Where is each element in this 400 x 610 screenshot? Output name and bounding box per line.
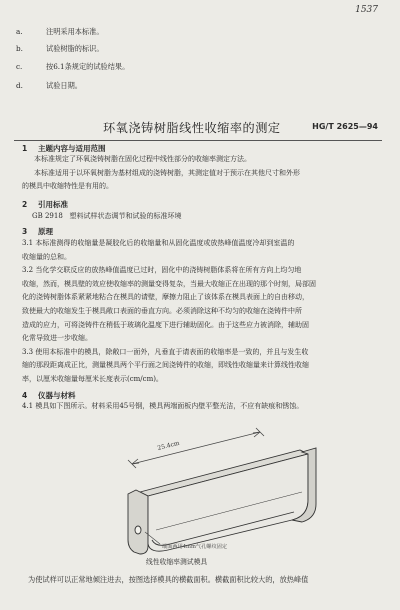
list-item: d. 试验日期。 [16,81,82,90]
title-rule [14,140,382,141]
figure-caption: 线性收缩率测试模具 [146,558,208,566]
mold-body [128,448,316,554]
section-heading: 1 主题内容与适用范围 [22,144,106,153]
list-item: a. 注明采用本标准。 [16,27,104,36]
section-heading: 2 引用标准 [22,200,68,209]
document-title: 环氧浇铸树脂线性收缩率的测定 [103,121,281,135]
mold-figure [40,420,370,570]
list-item: c. 按6.1条规定的试验结果。 [16,62,130,71]
figure-inner-label: 端面两用4mm气孔螺纹固定 [162,544,228,550]
standard-code: HG/T 2625—94 [312,122,378,131]
section-body: 4.1 模具如下图所示。材料采用45号钢，模具两端面板内壁平整光洁，不应有缺痕和锈蚀。 [22,402,304,410]
section-heading: 4 仪器与材料 [22,391,76,400]
list-item: b. 试验树脂的标识。 [16,44,104,53]
dimension-label: 25.4cm [156,439,181,452]
dimension-line [128,428,264,468]
paragraph-line: 为使试样可以正常地倾注进去，按图选择模具的横截面积。横截面积比较大的，放热峰值 [28,575,309,584]
section-body: 本标准规定了环氧浇铸树脂在固化过程中线性部分的收缩率测定方法。 本标准适用于以环氧树脂为基材组成的浇铸树脂，其测定值对于预示在其他尺寸和外形 的模具中收缩特性是有用的。 [22,155,300,191]
reference-line: GB 2918 塑料试样状态调节和试验的标准环境 [32,212,182,220]
section-heading: 3 原理 [22,227,53,236]
section-body: 3.1 本标准测得的收缩量是凝胶化后的收缩量和从固化温度或放热峰值温度冷却到室温的 收缩量的总和。 3.2 当化学交联反应的放热峰值温度已过时，固化中的浇铸树脂体系将在所有方向上均匀地 收缩，然而，模具壁的效应使收缩率的测量变得复杂，当最大收缩正在出现的那个时刻，局部固 化的浇铸树脂体系紧紧地粘合在模具的请壁，摩擦力阻止了该体系在模具表面上的自由移动， 致使最大的收缩发生于模具敞口表面的垂直方向。必须消除这种不均匀的收缩在浇铸件中所 造成的应力，可将浇铸件在稍低于玻璃化温度下进行辅助固化。由于这些应力被消除，辅助固 化常导致进一步收缩。 3.3 使用本标准中的模具，除敞口一面外，凡垂直于请表面的收缩率是一致的，并且与发生收 缩的那段距离成正比，测量模具两个平行面之间浇铸件的收缩，即线性收缩量来计算线性收缩 率，以厘米收缩量每厘米长度表示(cm/cm)。 [22,239,316,383]
page-number: 1537 [355,5,378,15]
title-row [0,119,400,137]
